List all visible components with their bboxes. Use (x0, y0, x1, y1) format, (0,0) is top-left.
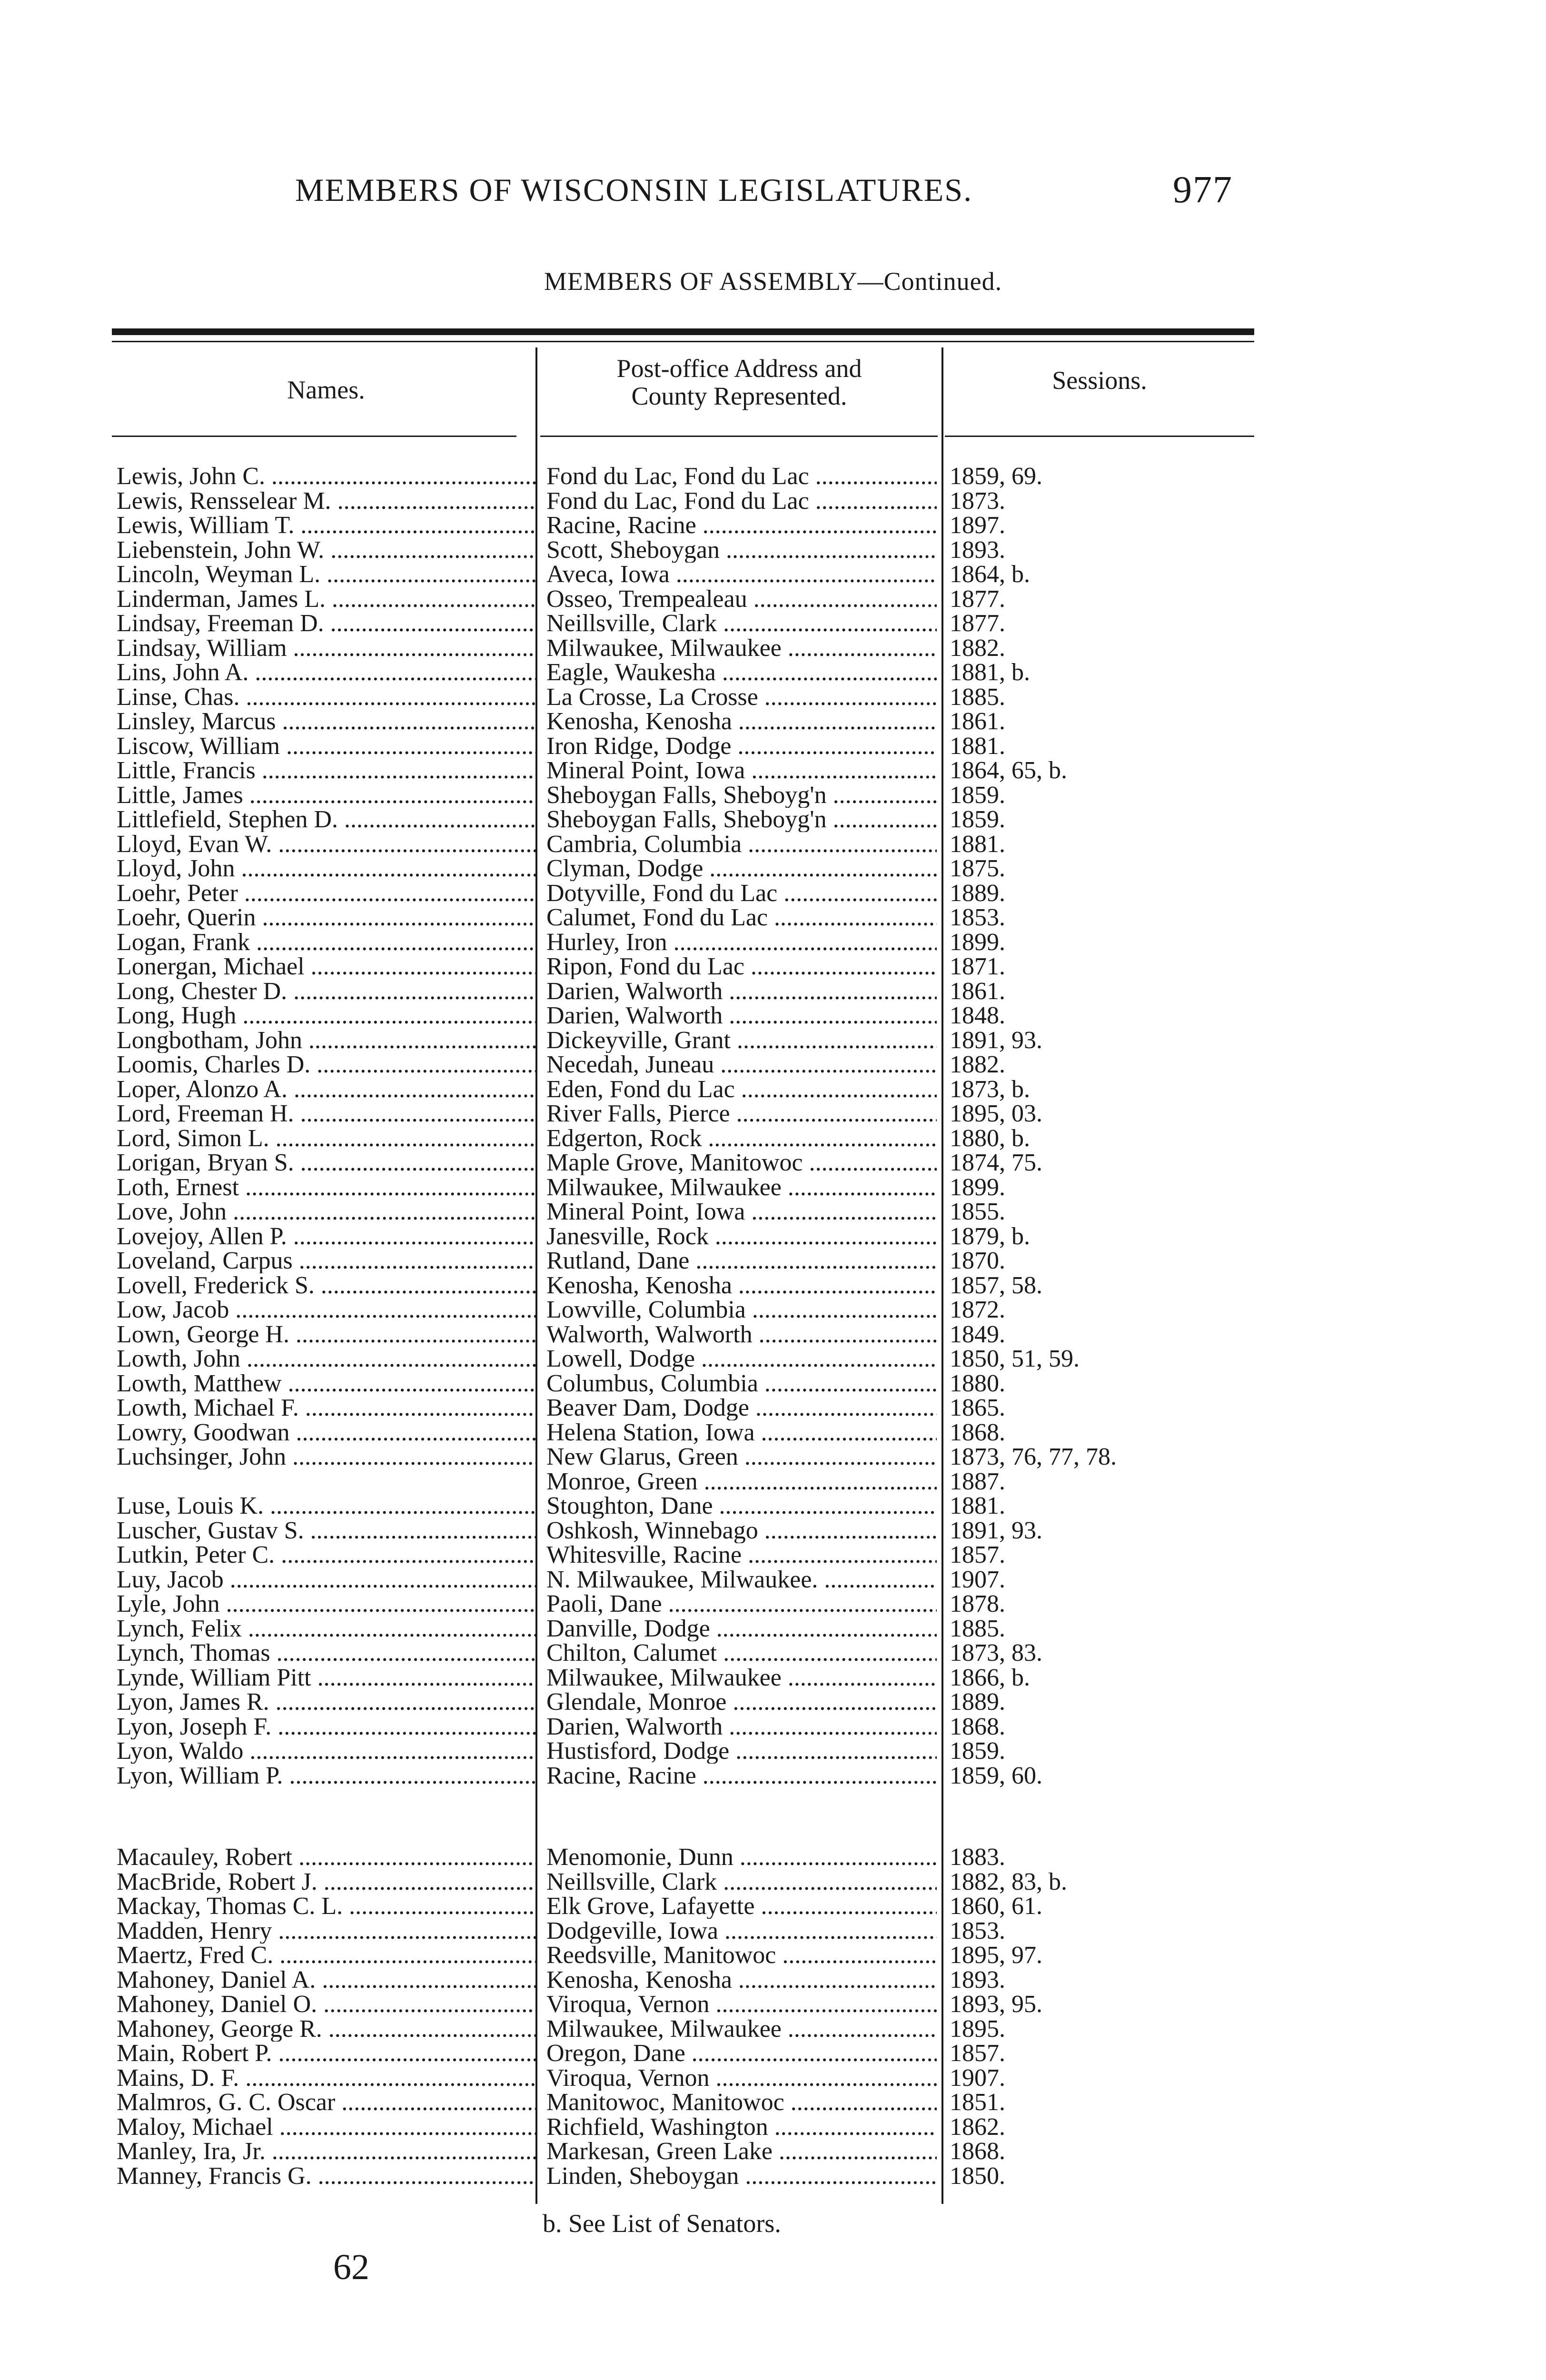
member-sessions: 1887. (950, 1469, 1005, 1494)
section-subhead: MEMBERS OF ASSEMBLY—Continued. (544, 267, 1002, 296)
member-address: Neillsville, Clark ..... (546, 611, 937, 636)
page-number: 977 (1173, 169, 1233, 211)
member-address: New Glarus, Green ..... (546, 1445, 937, 1469)
member-sessions: 1859. (950, 807, 1005, 832)
member-address: Mineral Point, Iowa ..... (546, 1200, 937, 1224)
member-address: Danville, Dodge ..... (546, 1616, 937, 1641)
member-name: Mahoney, George R. ..... (117, 2017, 535, 2042)
member-name: Lovejoy, Allen P. ..... (117, 1224, 535, 1249)
member-address: River Falls, Pierce ..... (546, 1101, 937, 1126)
member-sessions: 1881. (950, 1494, 1005, 1518)
member-address: Manitowoc, Manitowoc ..... (546, 2090, 937, 2115)
member-sessions: 1889. (950, 1690, 1005, 1715)
member-address: Maple Grove, Manitowoc ..... (546, 1150, 937, 1175)
member-address: Markesan, Green Lake ..... (546, 2139, 937, 2164)
member-name: Lyle, John ..... (117, 1592, 535, 1616)
member-address: Milwaukee, Milwaukee ..... (546, 636, 937, 661)
member-sessions: 1899. (950, 930, 1005, 955)
member-name: Luy, Jacob ..... (117, 1567, 535, 1592)
member-sessions: 1895. (950, 2016, 1005, 2042)
column-divider-1 (535, 347, 537, 2204)
member-sessions: 1868. (950, 1420, 1005, 1445)
member-address: Eden, Fond du Lac ..... (546, 1077, 937, 1102)
member-address: Lowville, Columbia ..... (546, 1298, 937, 1322)
member-address: Neillsville, Clark ..... (546, 1870, 937, 1894)
member-sessions: 1899. (950, 1175, 1005, 1200)
member-address: Racine, Racine ..... (546, 513, 937, 538)
member-address: Milwaukee, Milwaukee ..... (546, 2017, 937, 2042)
member-sessions: 1881, b. (950, 660, 1030, 685)
member-sessions: 1850, 51, 59. (950, 1347, 1080, 1371)
member-name: Mackay, Thomas C. L. ..... (117, 1894, 535, 1919)
member-name: Lovell, Frederick S. ..... (117, 1273, 535, 1298)
member-name: Linsley, Marcus ..... (117, 709, 535, 734)
member-address: Fond du Lac, Fond du Lac ..... (546, 489, 937, 514)
member-name: MacBride, Robert J. ..... (117, 1870, 535, 1894)
member-address: Paoli, Dane ..... (546, 1592, 937, 1616)
member-sessions: 1873. (950, 488, 1005, 514)
member-address: Janesville, Rock ..... (546, 1224, 937, 1249)
member-name: Little, Francis ..... (117, 758, 535, 783)
member-address: Linden, Sheboygan ..... (546, 2164, 937, 2189)
member-address: Lowell, Dodge ..... (546, 1347, 937, 1371)
member-sessions: 1874, 75. (950, 1150, 1042, 1175)
member-address: Clyman, Dodge ..... (546, 856, 937, 881)
member-address: Viroqua, Vernon ..... (546, 1992, 937, 2017)
member-sessions: 1860, 61. (950, 1894, 1042, 1919)
member-name: Liscow, William ..... (117, 734, 535, 759)
member-sessions: 1871. (950, 954, 1005, 979)
member-name: Littlefield, Stephen D. ..... (117, 807, 535, 832)
header-sessions: Sessions. (1052, 366, 1147, 395)
member-sessions: 1859. (950, 783, 1005, 808)
member-address: Fond du Lac, Fond du Lac ..... (546, 464, 937, 489)
member-address: Menomonie, Dunn ..... (546, 1845, 937, 1870)
member-sessions: 1889. (950, 881, 1005, 906)
member-name: Lutkin, Peter C. ..... (117, 1543, 535, 1567)
member-sessions: 1849. (950, 1322, 1005, 1347)
header-address (538, 355, 941, 410)
member-address: Elk Grove, Lafayette ..... (546, 1894, 937, 1919)
member-sessions: 1870. (950, 1249, 1005, 1273)
member-sessions: 1882, 83, b. (950, 1869, 1067, 1894)
member-name: Lynch, Felix ..... (117, 1616, 535, 1641)
member-name: Little, James ..... (117, 783, 535, 808)
member-address: Reedsville, Manitowoc ..... (546, 1943, 937, 1968)
member-name: Lord, Freeman H. ..... (117, 1101, 535, 1126)
signature-mark: 62 (333, 2247, 369, 2287)
member-address: Eagle, Waukesha ..... (546, 660, 937, 685)
member-address: Racine, Racine ..... (546, 1764, 937, 1788)
member-address: Rutland, Dane ..... (546, 1249, 937, 1273)
member-sessions: 1885. (950, 684, 1005, 710)
member-address: Dodgeville, Iowa ..... (546, 1919, 937, 1944)
member-sessions: 1848. (950, 1003, 1005, 1028)
member-name: Lowry, Goodwan ..... (117, 1420, 535, 1445)
member-sessions: 1893. (950, 537, 1005, 563)
member-name: Lloyd, John ..... (117, 856, 535, 881)
member-name: Manley, Ira, Jr. ..... (117, 2139, 535, 2164)
top-rule-thin (112, 341, 1254, 342)
member-address: Walworth, Walworth ..... (546, 1322, 937, 1347)
member-sessions: 1885. (950, 1616, 1005, 1641)
member-name: Long, Chester D. ..... (117, 979, 535, 1004)
member-address: Kenosha, Kenosha ..... (546, 1968, 937, 1993)
member-name: Lyon, Waldo ..... (117, 1739, 535, 1764)
member-address: Cambria, Columbia ..... (546, 832, 937, 857)
member-sessions: 1861. (950, 709, 1005, 734)
member-address: Oshkosh, Winnebago ..... (546, 1518, 937, 1543)
member-name: Lonergan, Michael ..... (117, 954, 535, 979)
member-name: Maloy, Michael ..... (117, 2115, 535, 2140)
member-sessions: 1873, 76, 77, 78. (950, 1445, 1117, 1469)
member-name: Loth, Ernest ..... (117, 1175, 535, 1200)
member-sessions: 1877. (950, 611, 1005, 636)
member-address: Richfield, Washington ..... (546, 2115, 937, 2140)
running-head-title: MEMBERS OF WISCONSIN LEGISLATURES. (295, 172, 973, 208)
member-address: Milwaukee, Milwaukee ..... (546, 1175, 937, 1200)
member-address: Kenosha, Kenosha ..... (546, 1273, 937, 1298)
member-sessions: 1882. (950, 1052, 1005, 1077)
member-sessions: 1851. (950, 2090, 1005, 2115)
member-address: Darien, Walworth ..... (546, 1003, 937, 1028)
member-name: Mains, D. F. ..... (117, 2066, 535, 2091)
member-sessions: 1882. (950, 635, 1005, 661)
member-address: Monroe, Green ..... (546, 1469, 937, 1494)
member-sessions: 1853. (950, 905, 1005, 930)
member-name: Lowth, Michael F. ..... (117, 1396, 535, 1420)
member-sessions: 1880. (950, 1371, 1005, 1396)
member-name: Maertz, Fred C. ..... (117, 1943, 535, 1968)
member-sessions: 1893. (950, 1967, 1005, 1993)
member-name: Lins, John A. ..... (117, 660, 535, 685)
member-address: Aveca, Iowa ..... (546, 562, 937, 587)
member-sessions: 1862. (950, 2114, 1005, 2140)
member-name: Madden, Henry ..... (117, 1919, 535, 1944)
member-address: Darien, Walworth ..... (546, 1715, 937, 1739)
member-name: Main, Robert P. ..... (117, 2041, 535, 2066)
header-names: Names. (287, 376, 365, 404)
header-address-line1: Post-office Address and (616, 354, 862, 383)
member-sessions: 1865. (950, 1396, 1005, 1420)
member-address: Darien, Walworth ..... (546, 979, 937, 1004)
member-sessions: 1873, 83. (950, 1641, 1042, 1666)
member-sessions: 1891, 93. (950, 1518, 1042, 1543)
member-name: Loomis, Charles D. ..... (117, 1052, 535, 1077)
member-sessions: 1857. (950, 2041, 1005, 2066)
member-name: Luse, Louis K. ..... (117, 1494, 535, 1518)
member-name: Luchsinger, John ..... (117, 1445, 535, 1469)
member-name: Mahoney, Daniel O. ..... (117, 1992, 535, 2017)
member-name: Liebenstein, John W. ..... (117, 538, 535, 563)
member-name: Linderman, James L. ..... (117, 587, 535, 612)
member-sessions: 1883. (950, 1845, 1005, 1870)
top-rule-thick (112, 328, 1254, 335)
member-name: Longbotham, John ..... (117, 1028, 535, 1053)
member-sessions: 1895, 97. (950, 1943, 1042, 1968)
member-sessions: 1907. (950, 1567, 1005, 1592)
member-sessions: 1859. (950, 1739, 1005, 1764)
member-sessions: 1868. (950, 1714, 1005, 1739)
member-name: Lewis, John C. ..... (117, 464, 535, 489)
member-sessions: 1881. (950, 734, 1005, 759)
member-sessions: 1861. (950, 979, 1005, 1004)
member-name: Lowth, John ..... (117, 1347, 535, 1371)
member-sessions: 1864, b. (950, 562, 1030, 587)
member-sessions: 1893, 95. (950, 1992, 1042, 2017)
column-divider-2 (941, 347, 943, 2204)
member-address: Stoughton, Dane ..... (546, 1494, 937, 1518)
member-sessions: 1881. (950, 832, 1005, 857)
member-name: Lyon, William P. ..... (117, 1764, 535, 1788)
member-sessions: 1891, 93. (950, 1028, 1042, 1053)
member-name: Lown, George H. ..... (117, 1322, 535, 1347)
member-name: Lyon, Joseph F. ..... (117, 1715, 535, 1739)
member-address: Iron Ridge, Dodge ..... (546, 734, 937, 759)
member-name: Long, Hugh ..... (117, 1003, 535, 1028)
member-name: Lindsay, William ..... (117, 636, 535, 661)
member-name: Lowth, Matthew ..... (117, 1371, 535, 1396)
member-name: Lynch, Thomas ..... (117, 1641, 535, 1666)
member-address: Sheboygan Falls, Sheboyg'n ..... (546, 807, 937, 832)
member-name: Manney, Francis G. ..... (117, 2164, 535, 2189)
member-name: Mahoney, Daniel A. ..... (117, 1968, 535, 1993)
member-name: Love, John ..... (117, 1200, 535, 1224)
member-address: Ripon, Fond du Lac ..... (546, 954, 937, 979)
member-sessions: 1859, 60. (950, 1763, 1042, 1788)
member-sessions: 1864, 65, b. (950, 758, 1067, 783)
member-name: Macauley, Robert ..... (117, 1845, 535, 1870)
member-sessions: 1907. (950, 2065, 1005, 2091)
member-name: Lewis, Rensselear M. ..... (117, 489, 535, 514)
member-name: Loehr, Peter ..... (117, 881, 535, 906)
member-address: N. Milwaukee, Milwaukee. ..... (546, 1567, 937, 1592)
member-name: Lloyd, Evan W. ..... (117, 832, 535, 857)
member-address: Hustisford, Dodge ..... (546, 1739, 937, 1764)
member-name: Lewis, William T. ..... (117, 513, 535, 538)
member-sessions: 1853. (950, 1918, 1005, 1944)
member-address: Whitesville, Racine ..... (546, 1543, 937, 1567)
member-name: Linse, Chas. ..... (117, 685, 535, 710)
member-address: La Crosse, La Crosse ..... (546, 685, 937, 710)
member-address: Hurley, Iron ..... (546, 930, 937, 955)
member-address: Kenosha, Kenosha ..... (546, 709, 937, 734)
member-sessions: 1866, b. (950, 1665, 1030, 1690)
member-sessions: 1878. (950, 1592, 1005, 1616)
member-name: Logan, Frank ..... (117, 930, 535, 955)
member-address: Oregon, Dane ..... (546, 2041, 937, 2066)
member-name: Lyon, James R. ..... (117, 1690, 535, 1715)
member-address: Beaver Dam, Dodge ..... (546, 1396, 937, 1420)
member-sessions: 1880, b. (950, 1126, 1030, 1151)
member-name: Lorigan, Bryan S. ..... (117, 1150, 535, 1175)
member-sessions: 1857, 58. (950, 1273, 1042, 1298)
member-name: Lincoln, Weyman L. ..... (117, 562, 535, 587)
member-sessions: 1857. (950, 1543, 1005, 1567)
member-sessions: 1879, b. (950, 1224, 1030, 1249)
footnote: b. See List of Senators. (543, 2209, 781, 2238)
member-sessions: 1873, b. (950, 1077, 1030, 1102)
member-address: Mineral Point, Iowa ..... (546, 758, 937, 783)
member-name: Malmros, G. C. Oscar ..... (117, 2090, 535, 2115)
member-address: Scott, Sheboygan ..... (546, 538, 937, 563)
member-address: Dickeyville, Grant ..... (546, 1028, 937, 1053)
member-name: Lynde, William Pitt ..... (117, 1666, 535, 1690)
member-address: Osseo, Trempealeau ..... (546, 587, 937, 612)
header-rule-names (112, 436, 516, 437)
member-address: Calumet, Fond du Lac ..... (546, 905, 937, 930)
member-name: Lord, Simon L. ..... (117, 1126, 535, 1151)
member-address: Dotyville, Fond du Lac ..... (546, 881, 937, 906)
member-address: Milwaukee, Milwaukee ..... (546, 1666, 937, 1690)
header-address-line2: County Represented. (631, 382, 847, 410)
member-address: Columbus, Columbia ..... (546, 1371, 937, 1396)
member-address: Necedah, Juneau ..... (546, 1052, 937, 1077)
member-name: Loehr, Querin ..... (117, 905, 535, 930)
member-name: Loveland, Carpus ..... (117, 1249, 535, 1273)
member-name: Low, Jacob ..... (117, 1298, 535, 1322)
member-sessions: 1850. (950, 2163, 1005, 2189)
member-address: Sheboygan Falls, Sheboyg'n ..... (546, 783, 937, 808)
member-address: Edgerton, Rock ..... (546, 1126, 937, 1151)
member-address: Viroqua, Vernon ..... (546, 2066, 937, 2091)
member-address: Chilton, Calumet ..... (546, 1641, 937, 1666)
member-sessions: 1877. (950, 586, 1005, 612)
member-sessions: 1872. (950, 1298, 1005, 1322)
header-rule-sessions (945, 436, 1254, 437)
member-sessions: 1895, 03. (950, 1101, 1042, 1126)
member-name: Luscher, Gustav S. ..... (117, 1518, 535, 1543)
member-sessions: 1868. (950, 2139, 1005, 2164)
member-name: Lindsay, Freeman D. ..... (117, 611, 535, 636)
header-rule-address (540, 436, 938, 437)
member-sessions: 1859, 69. (950, 464, 1042, 489)
member-sessions: 1855. (950, 1200, 1005, 1224)
member-sessions: 1897. (950, 513, 1005, 538)
member-address: Helena Station, Iowa ..... (546, 1420, 937, 1445)
member-sessions: 1875. (950, 856, 1005, 881)
member-address: Glendale, Monroe ..... (546, 1690, 937, 1715)
member-name: Loper, Alonzo A. ..... (117, 1077, 535, 1102)
